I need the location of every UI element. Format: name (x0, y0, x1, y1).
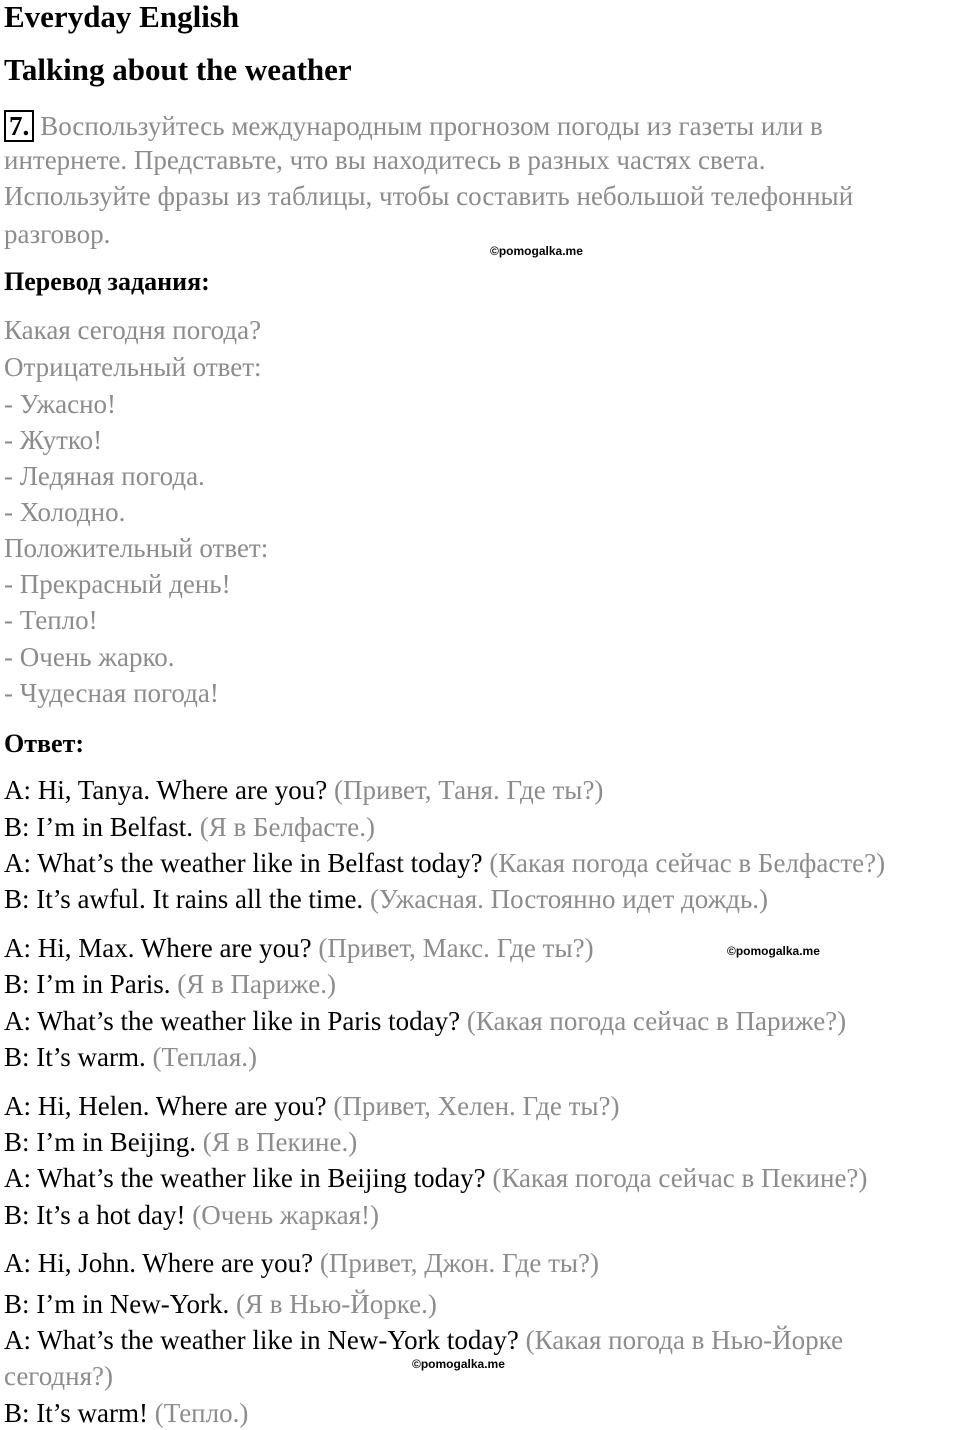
dialogue-line (4, 968, 336, 1000)
dialogue-english: B: It’s a hot day! (4, 1200, 186, 1230)
answer-title: Ответ: (4, 729, 85, 758)
translation-title: Перевод задания: (4, 267, 210, 296)
translation-line: - Холодно. (4, 497, 126, 527)
dialogue-line (4, 1041, 257, 1073)
watermark: ©pomogalka.me (412, 1357, 505, 1371)
dialogue-english: B: It’s awful. It rains all the time. (4, 884, 364, 914)
translation-line: - Очень жарко. (4, 642, 175, 672)
dialogue-english: A: Hi, Tanya. Where are you? (4, 775, 328, 805)
dialogue-translation: (Привет, Хелен. Где ты?) (333, 1091, 620, 1121)
dialogue-english: B: I’m in Belfast. (4, 812, 193, 842)
task-line-4: разговор. (4, 219, 111, 249)
translation-line: - Тепло! (4, 605, 98, 635)
task-line-2: интернете. Представьте, что вы находитесь в разных частях света. (4, 145, 766, 175)
watermark: ©pomogalka.me (727, 944, 820, 958)
dialogue-line (4, 1288, 437, 1320)
dialogue-translation: (Ужасная. Постоянно идет дождь.) (369, 884, 769, 914)
page-heading: Everyday English (4, 0, 240, 34)
dialogue-line (4, 811, 375, 843)
translation-line: Какая сегодня погода? (4, 315, 262, 345)
translation-line: - Жутко! (4, 425, 103, 455)
dialogue-english: A: Hi, Max. Where are you? (4, 933, 312, 963)
dialogue-translation: (Я в Пекине.) (202, 1127, 358, 1157)
dialogue-line (4, 1199, 379, 1231)
dialogue-translation: (Какая погода сейчас в Париже?) (466, 1006, 847, 1036)
dialogue-line (4, 1005, 846, 1037)
translation-line: Отрицательный ответ: (4, 352, 262, 382)
dialogue-translation: (Какая погода сейчас в Пекине?) (492, 1163, 868, 1193)
dialogue-english: B: I’m in Beijing. (4, 1127, 196, 1157)
dialogue-english: A: What’s the weather like in New-York today? (4, 1325, 519, 1355)
translation-line: - Чудесная погода! (4, 678, 219, 708)
dialogue-english: B: I’m in Paris. (4, 969, 171, 999)
task-line-3: Используйте фразы из таблицы, чтобы составить небольшой телефонный (4, 181, 854, 211)
task-number: 7. (4, 110, 34, 142)
dialogue-line (4, 1397, 248, 1429)
task-line-1: 7. Воспользуйтесь международным прогнозом погоды из газеты или в (4, 110, 823, 142)
translation-line: - Ледяная погода. (4, 461, 205, 491)
dialogue-english: B: I’m in New-York. (4, 1289, 230, 1319)
watermark: ©pomogalka.me (490, 244, 583, 258)
dialogue-line (4, 1360, 113, 1392)
dialogue-line (4, 1324, 843, 1356)
dialogue-translation: (Привет, Таня. Где ты?) (334, 775, 604, 805)
dialogue-line (4, 883, 768, 915)
dialogue-english: A: What’s the weather like in Beijing today? (4, 1163, 486, 1193)
dialogue-english: B: It’s warm. (4, 1042, 146, 1072)
dialogue-line (4, 1247, 599, 1279)
dialogue-english: B: It’s warm! (4, 1398, 148, 1428)
dialogue-translation: сегодня?) (4, 1361, 114, 1391)
dialogue-english: A: What’s the weather like in Paris today? (4, 1006, 461, 1036)
dialogue-translation: (Привет, Макс. Где ты?) (318, 933, 594, 963)
dialogue-line (4, 1090, 620, 1122)
dialogue-line (4, 1162, 867, 1194)
dialogue-translation: (Тепло.) (154, 1398, 249, 1428)
translation-line: Положительный ответ: (4, 533, 269, 563)
dialogue-translation: (Я в Нью-Йорке.) (236, 1289, 437, 1319)
dialogue-english: A: Hi, John. Where are you? (4, 1248, 314, 1278)
dialogue-translation: (Я в Париже.) (177, 969, 336, 999)
dialogue-translation: (Привет, Джон. Где ты?) (319, 1248, 600, 1278)
page-subheading: Talking about the weather (4, 52, 352, 87)
dialogue-line (4, 847, 885, 879)
translation-line: - Ужасно! (4, 389, 117, 419)
dialogue-line (4, 932, 594, 964)
translation-line: - Прекрасный день! (4, 569, 231, 599)
dialogue-english: A: What’s the weather like in Belfast today? (4, 848, 483, 878)
dialogue-translation: (Какая погода сейчас в Белфасте?) (489, 848, 886, 878)
dialogue-translation: (Очень жаркая!) (192, 1200, 380, 1230)
dialogue-line (4, 774, 603, 806)
dialogue-english: A: Hi, Helen. Where are you? (4, 1091, 327, 1121)
dialogue-translation: (Я в Белфасте.) (199, 812, 375, 842)
dialogue-translation: (Какая погода в Нью-Йорке (525, 1325, 844, 1355)
dialogue-translation: (Теплая.) (152, 1042, 258, 1072)
dialogue-line (4, 1126, 357, 1158)
